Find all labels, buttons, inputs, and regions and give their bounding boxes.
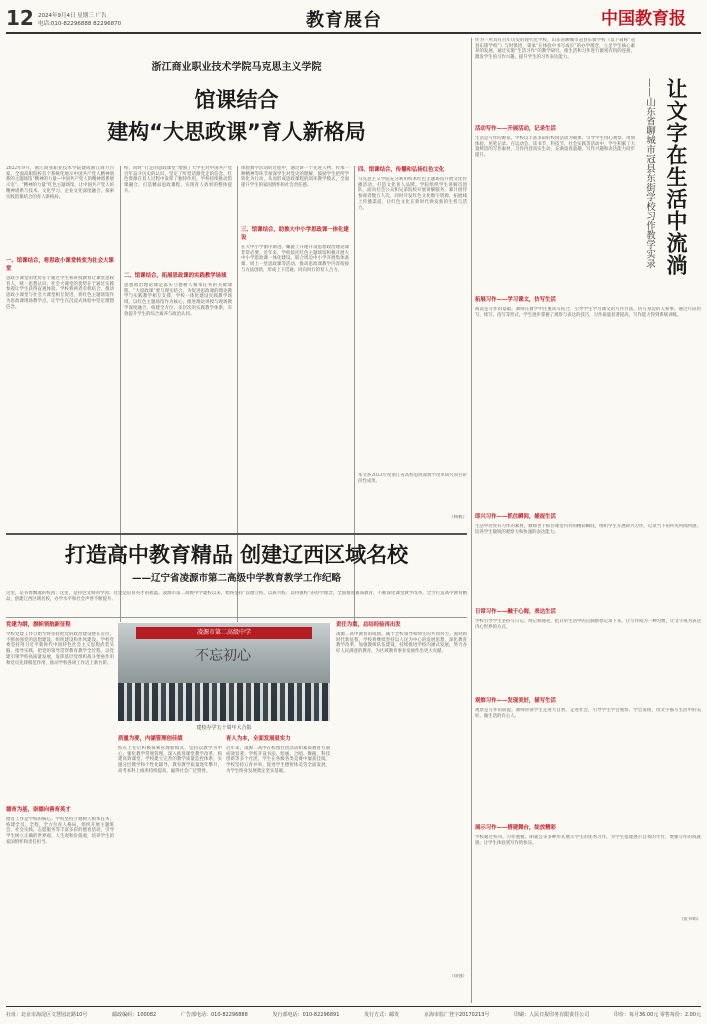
article2-section1-title: 党建为纲，旗帜领航新征程 bbox=[6, 622, 71, 628]
header-phone: 电话:010-82296888 82296870 bbox=[38, 21, 122, 27]
article3-author: （张书娟） bbox=[679, 917, 701, 922]
article2-paragraph: 德育工作是学校的核心。学校坚持立德树人根本任务，构建全员、全程、全方位育人格局，组织开展主题班会、社会实践、志愿服务等丰富多彩的德育活动，引导学生树立正确的世界观、人生观和价值观，培养学生的家国情怀和责任担当。 bbox=[6, 817, 114, 845]
footer-price: 印价：每月36.00元 零售每份：2.00元 bbox=[613, 1012, 701, 1018]
article3-section2-title: 拓展习作——学习课文，仿写生活 bbox=[475, 297, 556, 303]
footer-issuer: 发行方式：邮发 bbox=[364, 1012, 400, 1018]
article3-main-column bbox=[475, 296, 701, 1001]
article1-note: 本文系2023年度浙江省高校思政课教学改革研究项目阶段性成果。 bbox=[358, 473, 467, 484]
masthead-logo: 中国教育报 bbox=[601, 9, 686, 29]
article3-section6-title: 展示习作——搭建舞台，绽放精彩 bbox=[475, 825, 556, 831]
article2-author: （徐强） bbox=[449, 974, 467, 979]
article2-intro: 这里，是书香飘逸的校园；这里，是特色文明的学园；这里是培育英才的摇篮。凌源市第二高级中学建校以来，始终坚持“以德立校、以质兴校、以特强校”的办学理念，全面推进素质教育，不断深化课堂教学改革，全力打造高中教育精品，创建辽西区域名校，办学水平和社会声誉不断提升。 bbox=[6, 591, 467, 602]
article2-column-1 bbox=[6, 621, 114, 1001]
page-number: 12 bbox=[6, 6, 34, 30]
article3-title: 让文字在生活中流淌 bbox=[664, 78, 688, 276]
footer-address: 社址：北京市海淀区文慧园北路10号 bbox=[6, 1012, 88, 1018]
article2-subtitle: ——辽宁省凌源市第二高级中学教育教学工作纪略 bbox=[131, 573, 341, 584]
article1-paragraph: 在大中小学循序渐进、螺旋上升地开设思想政治理论课非常必要。近年来，学校依托红色主题场馆积极开展大中小学思政课一体化建设，联合周边中小学开展集体备课、同上一堂思政课等活动，推动思政课教学内容衔接与方法创新，形成上下贯通、同向同行的育人合力。 bbox=[241, 245, 349, 273]
photo-banner: 凌源市第二高级中学 bbox=[136, 627, 312, 639]
article2-section4-title: 育人为本，全面发展显实力 bbox=[226, 736, 291, 742]
article1-author: （杨帆） bbox=[449, 515, 467, 520]
article3-paragraph: 学校通过校刊、习作展板、朗诵会等多种形式展示学生的优秀习作，为学生搭建展示自我的平台，增强写作的成就感，让学生体验到写作的快乐。 bbox=[475, 835, 701, 846]
article2-paragraph: 校长上任后积极探索管理新模式，坚持以教学为中心，强化教学常规管理，深入推进课堂教学改革，构建高效课堂。学校建立完善的教学质量监控体系，实施分层教学和个性化辅导，教育教学质量逐年攀升，高考本科上线率持续提高，赢得社会广泛赞誉。 bbox=[118, 746, 222, 774]
article2-column-3 bbox=[226, 735, 330, 1001]
article1-section1-title: 一、馆课结合，将思政小课堂转变为社会大课堂 bbox=[6, 258, 114, 272]
article2-title: 打造高中教育精品 创建辽西区域名校 bbox=[64, 543, 409, 567]
header-date: 2024年9月4日 星期三 广告 bbox=[38, 13, 107, 19]
group-photo bbox=[118, 623, 330, 721]
article3-paragraph: 观察是写作的前提。教师带领学生走进大自然、走进社会，引导学生学会观察、学会发现，用文字描写生活中的美好，做生活的有心人。 bbox=[475, 708, 701, 719]
article3-paragraph: 学校引导学生坚持写日记、周记和随笔，把日常生活中的点滴感悟记录下来，让写作成为一种习惯，让文字成为表达内心世界的方式。 bbox=[475, 619, 701, 630]
page-footer bbox=[6, 1009, 701, 1021]
article1-paragraph: 2022年9月，浙江商业职业技术学院建成浙江商力百家，全面高职院校首个系统化展示中国共产党人精神谱系的主题场馆“精神的力量—中国共产党人的精神谱系展示室”。“精神的力量”红色主题场馆，让中国共产党人的精神谱系与技术、文化学习、企业文化深度融合，探索实践馆课结合的育人新格局。 bbox=[6, 166, 114, 200]
article3-section1-title: 活动写作——开展活动，记录生活 bbox=[475, 126, 556, 132]
article1-title-line1: 馆课结合 bbox=[194, 88, 279, 112]
article3-top-column bbox=[475, 38, 635, 218]
section-title: 教育展台 bbox=[306, 10, 382, 31]
article2-paragraph: 凌源二高中教育的成绩，属于全校领导和师生的共同努力。面对新时代新征程，学校将继续坚持以人民为中心的发展思想，深化教育教学改革，加强教师队伍建设，持续推进学校内涵式发展，努力办好人民满意的教育，为区域教育事业发展作出更大贡献。 bbox=[336, 632, 467, 655]
article3-section5-title: 观察习作——发现美好，描写生活 bbox=[475, 698, 556, 704]
article2-column-2 bbox=[118, 735, 222, 1001]
article1-kicker: 浙江商业职业技术学院马克思主义学院 bbox=[151, 62, 322, 73]
article3-intro: 作为一所具有百年历史的现代化学校，山东省聊城市冠县东街学校（以下简称“冠县东街学校”）与时俱进，秉承“在体验中书写成长”的办学理念，立足学生核心素养的发展，通过实施“生活习作”的教学研究，推生活和习作进行紧密有机的连接，激发学生的习作兴趣，提升学生的习作表达能力。 bbox=[475, 38, 635, 61]
article3-paragraph: 阅读是写作的基础。教师在教学中注重读写结合，引导学生学习课文的写作方法，仿写身边的人和事。通过片段仿写、续写、改写等形式，学生逐步掌握了观察与表达的技巧，习作质量显著提高，写作能力得到系统训练。 bbox=[475, 307, 701, 318]
article1-paragraph: 体验教学活动的过程中，通过讲一个先进人物、传承一种精神等环节加深学生对党史的理解，鼓励学生把所学转化为行动，从而形成思政课程的闭环教学模式，全面提升学生的家国情怀和社会责任感。 bbox=[241, 166, 349, 189]
article3-section4-title: 日常习作——融于心海，表达生活 bbox=[475, 609, 556, 615]
photo-people-row bbox=[118, 683, 330, 721]
footer-postcode: 邮政编码：100082 bbox=[112, 1012, 157, 1018]
article2-paragraph: 近年来，凌源二高中在校园社团活动和素质教育方面成效显著。学校开设书法、绘画、合唱、舞蹈、科技创新等多个社团，学生在各级各类竞赛中屡获佳绩。学校坚持五育并举，促进学生德智体美劳全面发展，为学生终身发展奠定坚实基础。 bbox=[226, 746, 330, 774]
article-shandong bbox=[475, 38, 701, 1003]
article1-paragraph: 马克思主义学院充分利用校本红色主题场馆开展文化传播活动，打造文化育人品牌。学院组织学生讲解员团队，面向社会公众和兄弟院校开展讲解服务，累计接待参观者数万人次，同时开发红色文化数字资源，拓展线上传播渠道，让红色文化在新时代焕发新的生机与活力。 bbox=[358, 177, 467, 211]
article2-section2-title: 德育为基，崇德向善育英才 bbox=[6, 807, 71, 813]
article3-section3-title: 即兴习作——抓住瞬间，捕捉生活 bbox=[475, 514, 556, 520]
article2-column-4 bbox=[336, 621, 467, 1001]
photo-calligraphy: 不忘初心 bbox=[195, 648, 251, 664]
article1-title-line2: 建构“大思政课”育人新格局 bbox=[107, 120, 366, 144]
footer-ad-phone: 广告部电话：010-82296888 bbox=[181, 1012, 248, 1018]
footer-printer: 印刷：人民日报印务有限责任公司 bbox=[514, 1012, 590, 1018]
article3-subtitle: ——山东省聊城市冠县东街学校习作教学实录 bbox=[644, 78, 655, 268]
article2-paragraph: 学校党建工作自始至终坚持把党的政治建设摆在首位，不断加强党的思想建设、组织建设和作风建设。学校党委坚持用习近平新时代中国特色社会主义思想武装头脑、指导实践，把党的领导贯穿教育教学全过程，以党建引领学校高质量发展，发挥基层党组织战斗堡垒作用和党员先锋模范作用，推动学校各项工作迈上新台阶。 bbox=[6, 632, 114, 666]
footer-distribution: 发行部电话：010-82296891 bbox=[272, 1012, 340, 1018]
photo-caption: 建校办学五十周年大合影 bbox=[196, 725, 252, 731]
header-rule bbox=[6, 32, 701, 34]
article1-section4-title: 四、馆课结合，传播和弘扬红色文化 bbox=[358, 167, 445, 173]
article3-paragraph: 生活中处处有习作的素材。教师善于抓住课堂内外的精彩瞬间，组织学生开展即兴习作，记录当下的所见所闻所感，培养学生敏锐的观察力和快速的表达能力。 bbox=[475, 524, 701, 535]
article1-paragraph: 思政小课堂的优势在于通过学生和讲授教育让课堂思政育人，统一思想认识；社会大课堂的优势在于通过实践参观让学生获得直观体验。学校将两者有机结合，推动思政小课堂与社会大课堂相互促进，将红色主题场馆作为思政课现场教学点，让学生在沉浸式体验中坚定理想信念。 bbox=[6, 276, 114, 310]
article1-section2-title: 二、馆课结合，拓展思政课的实践教学场域 bbox=[124, 273, 227, 279]
article3-paragraph: 生活是写作的源泉。学校以丰富多彩的校园活动为载体，引导学生用心观察、用情体验、用笔记录。在运动会、读书节、科技节、社会实践等活动中，学生积累了大量鲜活的写作素材，习作内容真实生动，充满童真童趣，写作兴趣和表达能力同步提升。 bbox=[475, 136, 635, 159]
article2-section5-title: 责任为重，总结经验再出发 bbox=[336, 622, 401, 628]
article1-section3-title: 三、馆课结合，助推大中小学思政课一体化建设 bbox=[241, 227, 349, 241]
page-header bbox=[6, 4, 701, 32]
article1-paragraph: 思想政治理论课是落实立德树人根本任务的关键课程。“大思政课”要与现实结合。为促进思政课的理论教学与实践教学相互支撑，学校一体化建设实践教学场域，以红色主题场馆作为核心，推进理论讲授与现场教学深度融合，构建全方位、多层次的实践教学体系，有效提升学生的综合素养与政治认同。 bbox=[124, 283, 232, 317]
footer-license: 京海市监广登字20170213号 bbox=[423, 1012, 490, 1018]
article1-paragraph: 校，同时“行走的思政课堂”增强了大学生对中国共产党百年奋斗历史的认识，坚定了听党话跟党走的信念。红色资源在育人过程中发挥了独特作用，学校持续推动馆课融合，打造精品思政课程，实现育人效果的整体提升。 bbox=[124, 166, 232, 194]
article2-section3-title: 质量为要，内涵管理创佳绩 bbox=[118, 736, 183, 742]
article-lingyuan bbox=[6, 537, 467, 1005]
